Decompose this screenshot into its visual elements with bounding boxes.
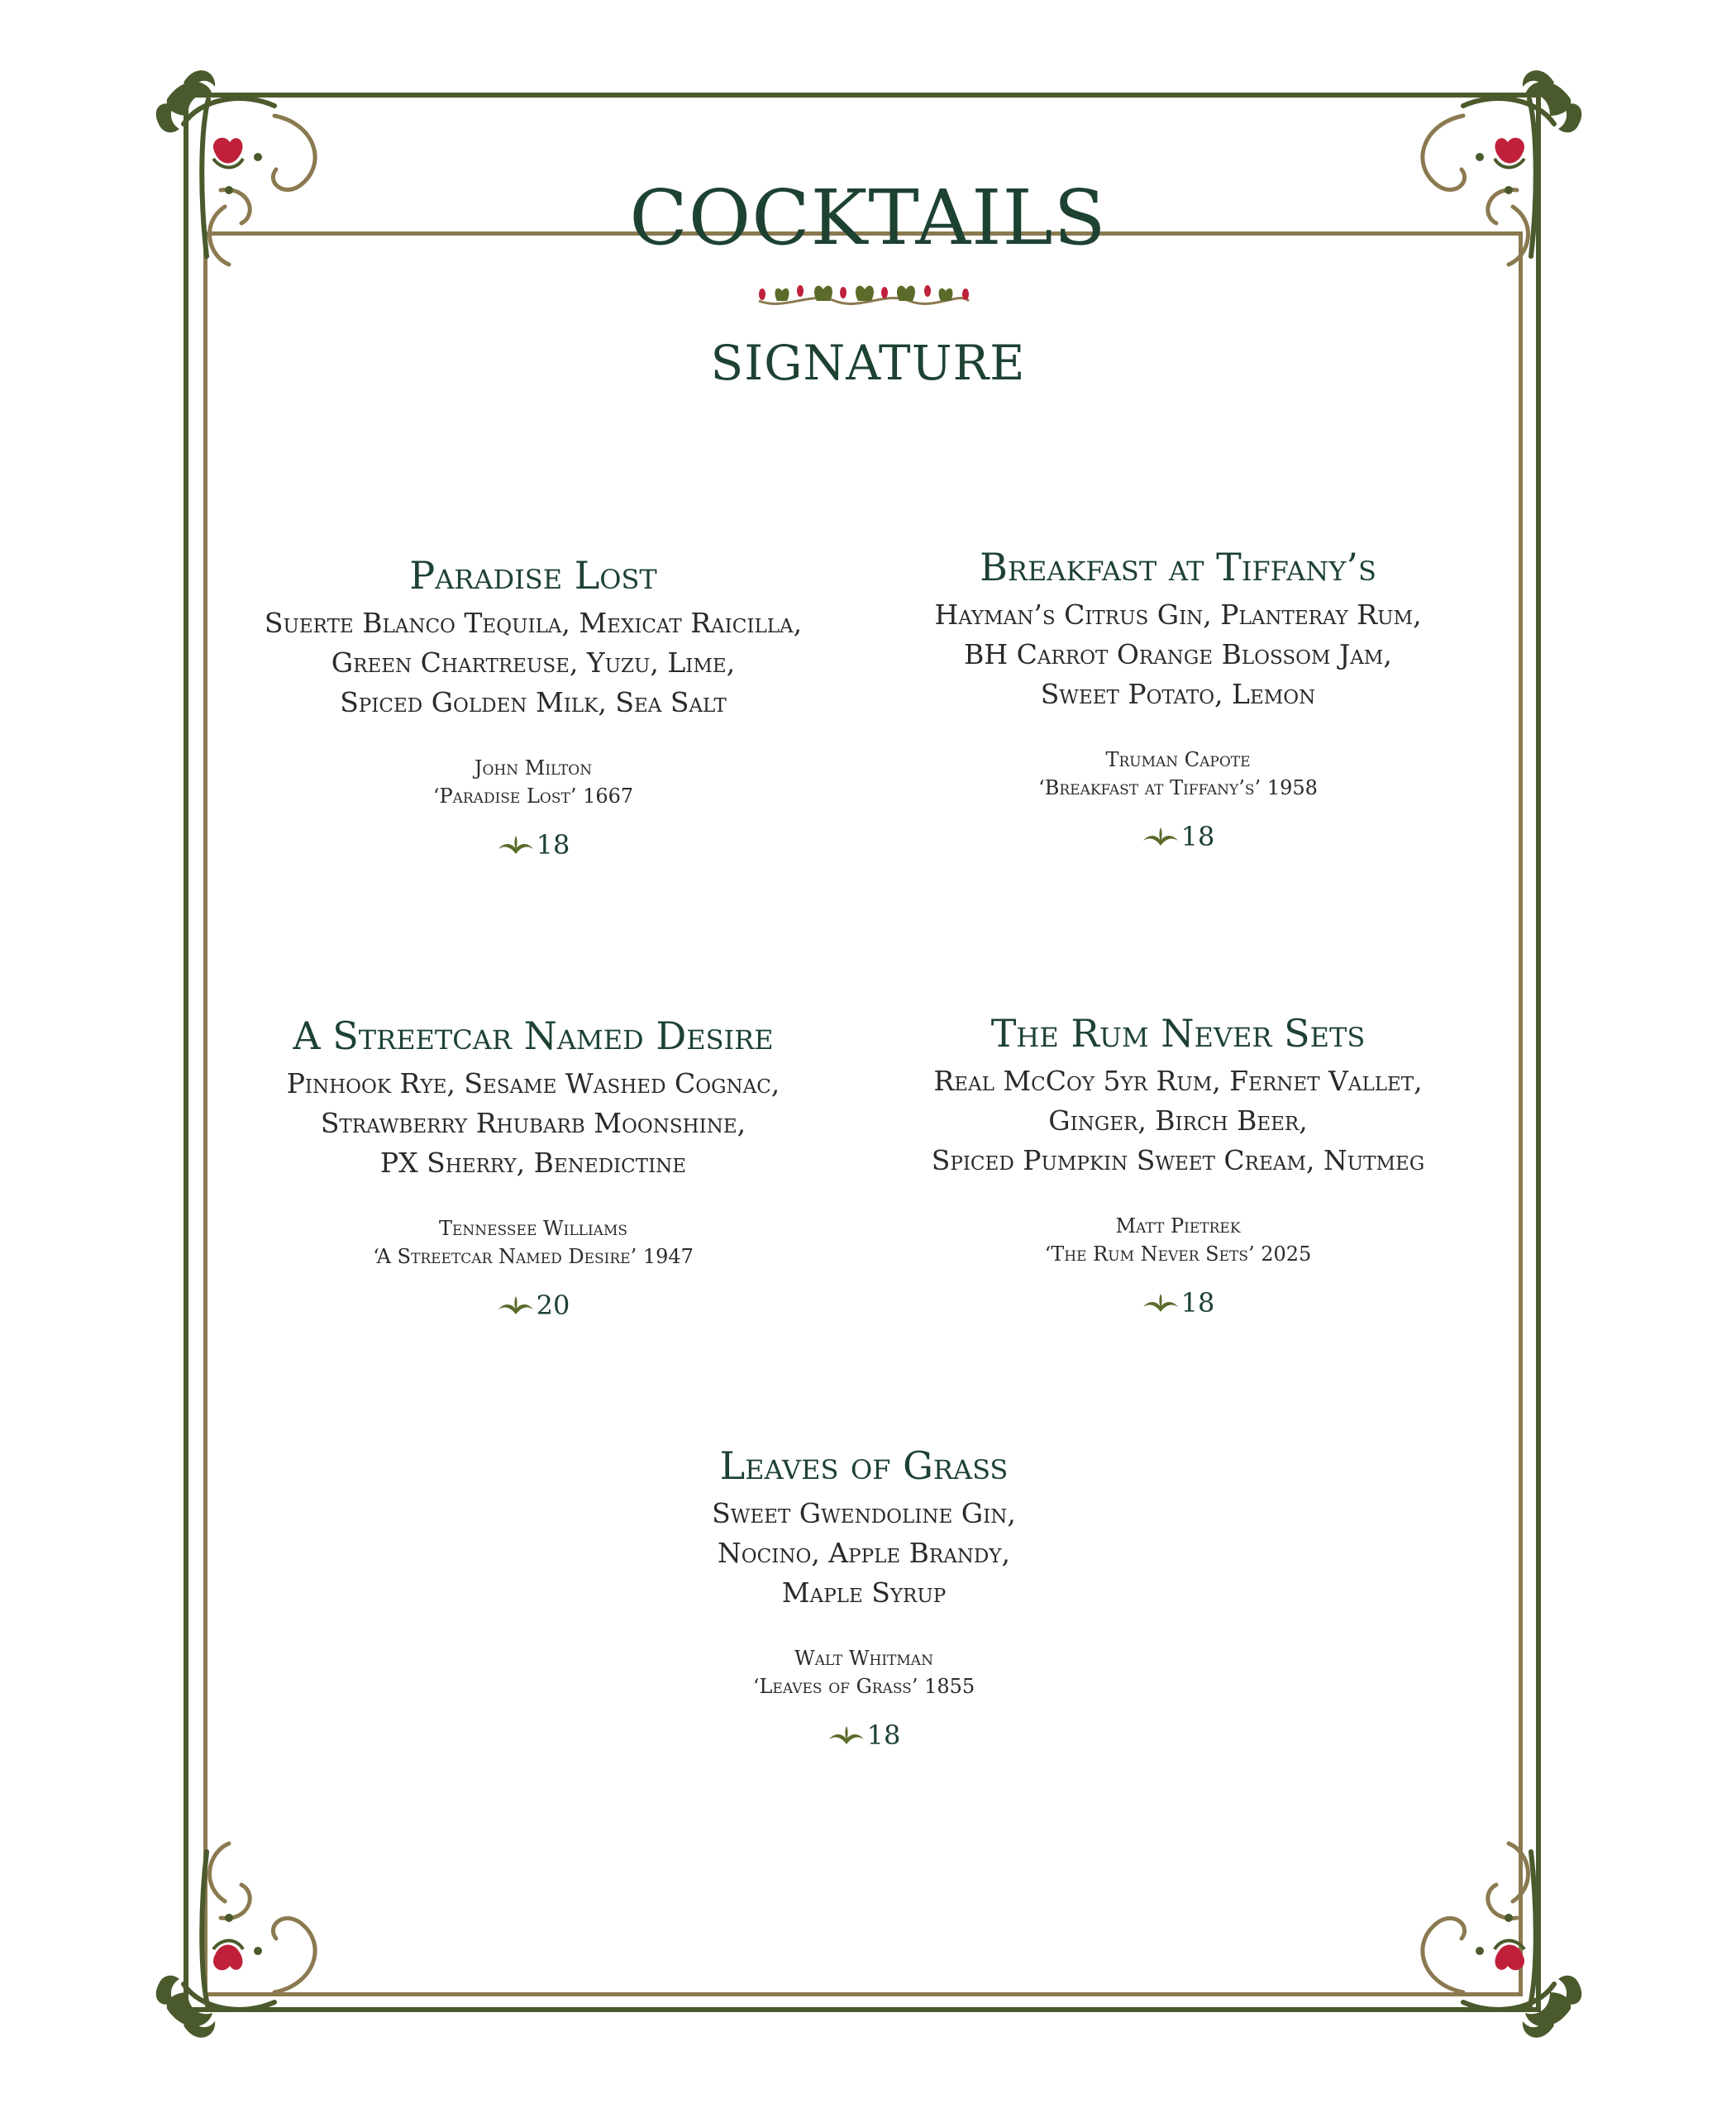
price xyxy=(827,1719,901,1752)
page-title: COCKTAILS xyxy=(629,174,1107,262)
author-name: Walt Whitman xyxy=(794,1647,933,1670)
price xyxy=(1142,1286,1215,1319)
ingredient-line: Pinhook Rye, Sesame Washed Cognac, xyxy=(286,1067,780,1099)
cocktail-ingredients xyxy=(864,1061,1492,1180)
floral-ornament-icon xyxy=(1389,1843,1587,2042)
work-title: ‘Paradise Lost’ 1667 xyxy=(432,785,634,808)
work-title: ‘A Streetcar Named Desire’ 1947 xyxy=(373,1245,694,1268)
ingredient-line: Suerte Blanco Tequila, Mexicat Raicilla, xyxy=(264,607,803,639)
ingredient-line: Real McCoy 5yr Rum, Fernet Vallet, xyxy=(933,1065,1423,1097)
cocktail-name: Breakfast at Tiffany’s xyxy=(980,545,1376,589)
price-value: 18 xyxy=(1180,821,1215,852)
cocktail-name: Leaves of Grass xyxy=(719,1443,1009,1488)
leaf-icon xyxy=(827,1724,866,1746)
ingredient-line: Strawberry Rhubarb Moonshine, xyxy=(320,1107,746,1139)
price-value: 18 xyxy=(866,1719,901,1751)
author-name: John Milton xyxy=(474,756,593,780)
ingredient-line: Spiced Pumpkin Sweet Cream, Nutmeg xyxy=(931,1144,1425,1176)
cocktail-name: Paradise Lost xyxy=(409,553,657,598)
ingredient-line: Ginger, Birch Beer, xyxy=(1048,1104,1308,1137)
cocktail-name: The Rum Never Sets xyxy=(990,1011,1366,1056)
section-heading: SIGNATURE xyxy=(710,335,1026,391)
cocktail-name: A Streetcar Named Desire xyxy=(293,1013,774,1058)
floral-ornament-icon xyxy=(150,1843,349,2042)
price xyxy=(497,1289,570,1322)
floral-divider-icon xyxy=(752,276,975,314)
ingredient-line: Sweet Potato, Lemon xyxy=(1040,678,1316,710)
cocktail-attribution xyxy=(550,1644,1178,1700)
ingredient-line: PX Sherry, Benedictine xyxy=(379,1147,687,1179)
author-name: Truman Capote xyxy=(1105,748,1251,771)
price-value: 18 xyxy=(536,829,570,861)
cocktail-item xyxy=(550,1443,1178,1752)
ingredient-line: Maple Syrup xyxy=(781,1576,947,1609)
ingredient-line: Sweet Gwendoline Gin, xyxy=(712,1497,1016,1529)
leaf-icon xyxy=(497,834,535,856)
ingredient-line: BH Carrot Orange Blossom Jam, xyxy=(964,638,1392,670)
ingredient-line: Hayman’s Citrus Gin, Planteray Rum, xyxy=(934,599,1422,631)
corner-ornament-bottom-left xyxy=(150,1843,349,2042)
cocktail-attribution xyxy=(219,754,847,810)
leaf-icon xyxy=(1142,1292,1180,1314)
price-value: 20 xyxy=(536,1290,570,1321)
ingredient-line: Spiced Golden Milk, Sea Salt xyxy=(340,686,727,718)
cocktail-ingredients xyxy=(864,595,1492,714)
corner-ornament-bottom-right xyxy=(1389,1843,1587,2042)
cocktail-item xyxy=(864,544,1492,853)
price xyxy=(497,828,570,861)
cocktail-attribution xyxy=(864,746,1492,802)
author-name: Matt Pietrek xyxy=(1115,1214,1241,1238)
work-title: ‘The Rum Never Sets’ 2025 xyxy=(1044,1242,1312,1266)
price-value: 18 xyxy=(1180,1287,1215,1319)
cocktail-attribution xyxy=(219,1214,847,1271)
cocktail-attribution xyxy=(864,1212,1492,1268)
ingredient-line: Nocino, Apple Brandy, xyxy=(717,1537,1011,1569)
author-name: Tennessee Williams xyxy=(438,1217,628,1240)
price xyxy=(1142,820,1215,853)
cocktail-item xyxy=(864,1010,1492,1319)
cocktail-item xyxy=(219,1013,847,1322)
ingredient-line: Green Chartreuse, Yuzu, Lime, xyxy=(331,646,736,679)
cocktail-ingredients xyxy=(550,1494,1178,1613)
cocktail-item xyxy=(219,552,847,861)
cocktail-ingredients xyxy=(219,603,847,723)
work-title: ‘Leaves of Grass’ 1855 xyxy=(752,1675,975,1698)
leaf-icon xyxy=(497,1295,535,1316)
work-title: ‘Breakfast at Tiffany’s’ 1958 xyxy=(1038,776,1318,799)
leaf-icon xyxy=(1142,826,1180,847)
cocktail-ingredients xyxy=(219,1064,847,1183)
